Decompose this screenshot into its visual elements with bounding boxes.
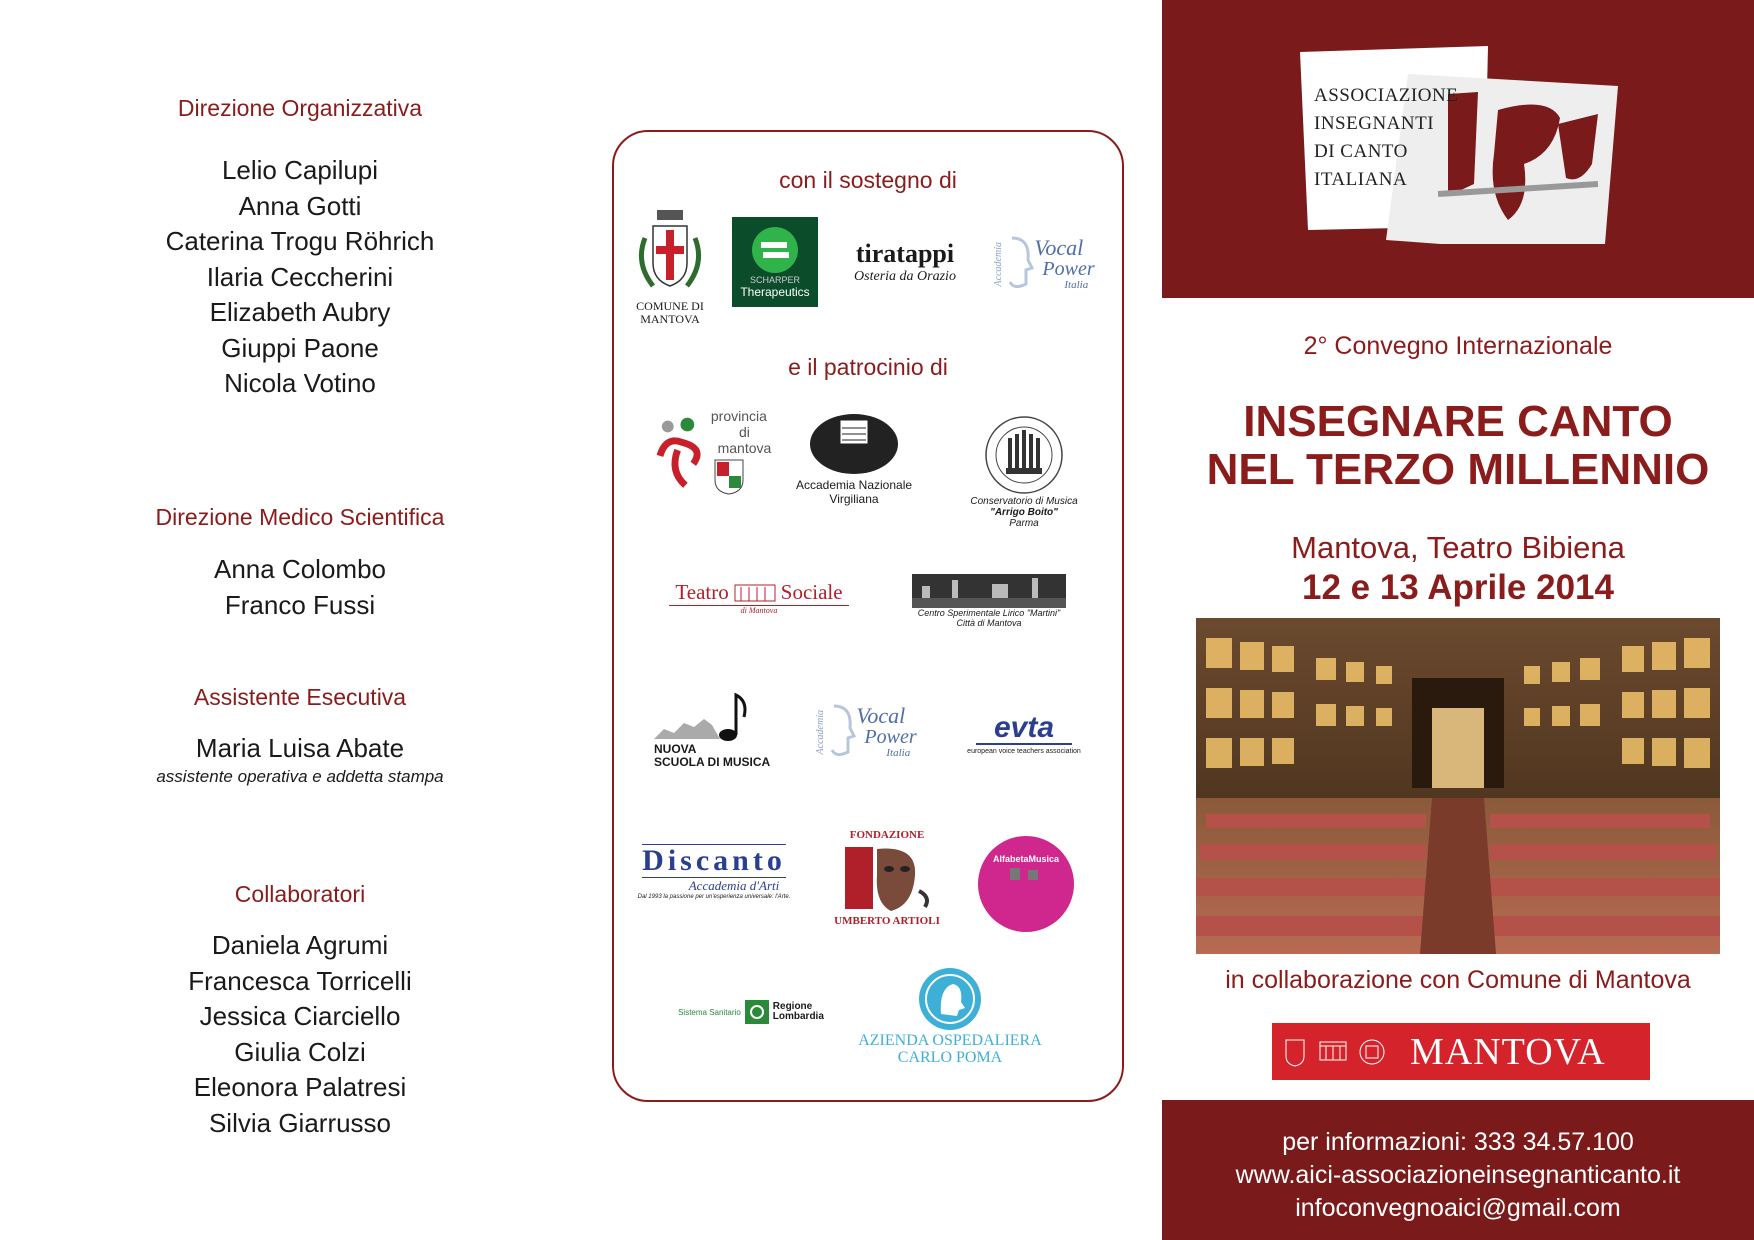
person-name: Ilaria Ceccherini [206,261,394,292]
vocal-power-logo [984,224,1104,304]
logo-text: di Mantova [669,605,849,615]
theatre-interior-image [1196,618,1720,954]
logo-text: Regione [772,1001,813,1012]
logo-text: Vocal [856,703,906,728]
name-list [0,153,600,402]
accademia-virgiliana-logo [789,402,919,512]
logo-text: di mantova [717,424,772,456]
scharper-s-icon [747,225,803,275]
name-list [0,928,600,1141]
logo-text: Accademia Nazionale [795,478,913,492]
mantova-banner [1272,1023,1650,1080]
assoc-line: INSEGNANTI [1314,113,1435,134]
logo-text: CARLO POMA [897,1049,1003,1066]
organ-seal-icon [982,414,1066,496]
event-title-line-1: INSEGNARE CANTO [1243,397,1673,446]
name-list [0,552,600,623]
fondazione-artioli-logo [832,824,942,932]
person-name: Eleonora Palatresi [193,1072,407,1102]
logo-text: Parma [1009,517,1039,529]
person-name: Elizabeth Aubry [209,297,391,327]
music-note-icon [654,689,764,743]
person-name: Giulia Colzi [234,1036,366,1067]
teatro-sociale-logo [664,572,854,622]
provincia-crest-icon [711,456,747,496]
logo-text: Lombardia [772,1011,824,1022]
assoc-line: ASSOCIAZIONE [1314,85,1459,106]
logo-text: SCHARPER [749,275,800,285]
logo-text: Italia [886,747,911,759]
logo-text: COMUNE DI MANTOVA [636,299,704,326]
section-title: Collaboratori [234,881,366,907]
person-name: Nicola Votino [224,368,376,398]
logo-text: AlfabetaMusica [992,854,1060,864]
comune-mantova-logo [626,202,714,332]
logo-text: Power [1042,258,1095,280]
logo-text: SCUOLA DI MUSICA [654,755,771,769]
logo-text: tiratappi [855,239,955,268]
logo-text: Discanto [642,844,786,877]
logo-text: AZIENDA OSPEDALIERA [858,1032,1042,1049]
patronage-heading: e il patrocinio di [788,354,948,380]
discanto-logo [628,832,800,912]
info-email: infoconvegnoaici@gmail.com [1295,1194,1621,1222]
event-title-line-2: NEL TERZO MILLENNIO [1206,445,1710,494]
speaker-icon [1006,864,1046,884]
name-list [0,731,600,802]
event-date: 12 e 13 Aprile 2014 [1302,568,1614,607]
contact-band [1162,1100,1754,1240]
header-band [1162,0,1754,298]
mantova-wordmark: MANTOVA [1410,1030,1606,1073]
laurel-tree-icon [806,408,902,478]
conservatorio-boito-logo [959,407,1089,535]
person-name: Jessica Ciarciello [199,1001,401,1031]
person-name: Daniela Agrumi [211,930,389,960]
azienda-carlo-poma-logo [852,958,1048,1074]
logo-text: Conservatorio di Musica [970,495,1078,507]
event-subtitle: 2° Convegno Internazionale [1303,332,1613,360]
person-name: Silvia Giarrusso [208,1107,392,1138]
theatre-mask-icon [839,841,935,915]
vocal-power-logo-2 [806,692,926,772]
logo-text: Sistema Sanitario [678,1007,741,1017]
provincia-figure-icon [656,412,711,492]
logo-text: "Arrigo Boito" [990,506,1058,518]
logo-text: Dal 1993 la passione per un'esperienza universale: l'Arte. [637,894,791,900]
logo-text: Centro Sperimentale Lirico "Martini" [917,608,1061,618]
portrait-medallion-icon [917,966,983,1032]
person-name: Anna Gotti [238,190,362,221]
person-role-note: assistente operativa e addetta stampa [156,766,444,786]
assoc-line: ITALIANA [1314,169,1408,190]
collaboration-text: in collaborazione con Comune di Mantova [1225,966,1691,994]
event-venue: Mantova, Teatro Bibiena [1291,530,1625,565]
logo-text: Osteria da Orazio [854,269,956,284]
logo-text: provincia [710,408,767,424]
info-phone: per informazioni: 333 34.57.100 [1282,1128,1634,1156]
person-name: Maria Luisa Abate [195,733,405,763]
face-profile-icon [1004,234,1034,294]
assoc-line: DI CANTO [1314,141,1408,162]
alfabeta-musica-logo [978,836,1074,932]
city-skyline-icon [912,574,1066,608]
person-name: Anna Colombo [214,554,386,584]
person-name: Giuppi Paone [221,332,379,363]
person-name: Franco Fussi [224,589,376,620]
logo-text: FONDAZIONE [849,829,925,841]
logo-text: Italia [1064,279,1089,291]
person-name: Lelio Capilupi [221,155,379,185]
event-column [1162,0,1754,1240]
provincia-mantova-logo [656,407,778,497]
tiratappi-logo [836,227,974,297]
section-title: Direzione Organizzativa [177,95,423,121]
staff-column [0,0,600,1240]
person-name: Francesca Torricelli [188,965,412,996]
person-name: Caterina Trogu Röhrich [165,226,435,256]
mantova-crest-icon [635,208,705,300]
centro-martini-logo [904,568,1074,634]
logo-text: UMBERTO ARTIOLI [834,915,940,927]
scharper-logo [732,217,818,307]
logo-text: Accademia [993,241,1005,287]
aici-logo [1298,44,1624,244]
section-title: Direzione Medico Scientifica [155,504,445,530]
logo-text: Vocal [1034,235,1084,260]
logo-text: NUOVA [654,742,697,756]
face-profile-icon [826,702,856,762]
logo-text: Power [864,726,917,748]
logo-text: Accademia d'Arti [688,878,780,893]
logo-text: Teatro [675,579,729,604]
info-website: www.aici-associazioneinsegnanticanto.it [1235,1161,1681,1189]
sponsors-panel [612,130,1124,1102]
logo-text: Sociale [780,579,843,604]
unesco-crest-icons [1280,1032,1400,1072]
logo-text: Therapeutics [740,285,810,299]
support-heading: con il sostegno di [779,167,957,193]
teatro-bibiena-photo [1196,618,1720,954]
logo-text: Accademia [815,709,827,755]
nuova-scuola-musica-logo [654,684,784,774]
logo-text: evta [976,713,1072,745]
theatre-facade-icon [733,581,777,603]
logo-text: Città di Mantova [956,618,1022,628]
logo-text: Virgiliana [829,492,879,506]
lombardia-rose-icon [745,1000,769,1024]
regione-lombardia-logo [672,994,830,1030]
logo-text: european voice teachers association [967,748,1081,755]
section-title: Assistente Esecutiva [193,684,407,710]
evta-logo [954,704,1094,764]
